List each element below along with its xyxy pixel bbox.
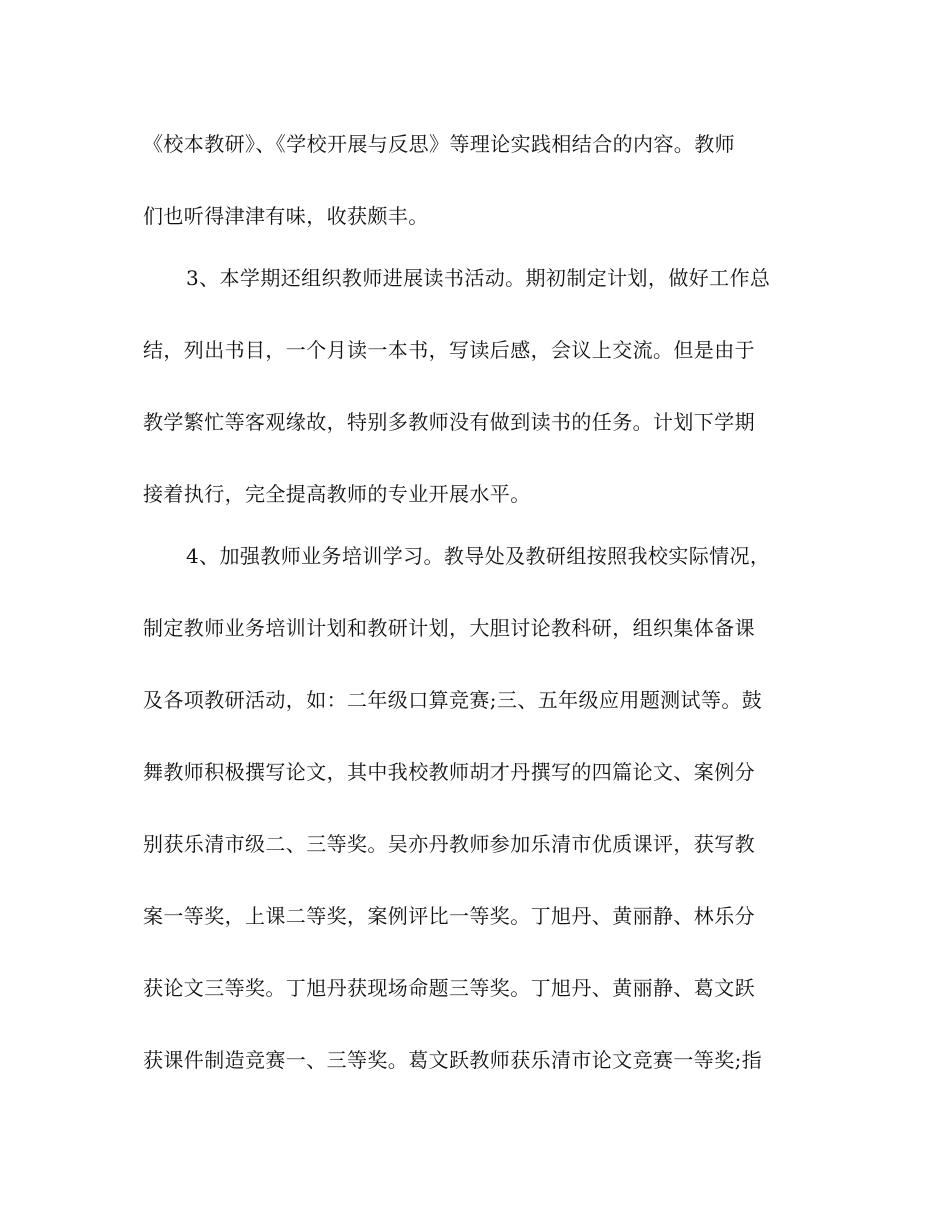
text-line: 舞教师积极撰写论文，其中我校教师胡才丹撰写的四篇论文、案例分	[143, 760, 755, 784]
text-line: 获论文三等奖。丁旭丹获现场命题三等奖。丁旭丹、黄丽静、葛文跃	[143, 976, 755, 1000]
text-line: 别获乐清市级二、三等奖。吴亦丹教师参加乐清市优质课评，获写教	[143, 832, 755, 856]
text-line: 案一等奖，上课二等奖，案例评比一等奖。丁旭丹、黄丽静、林乐分	[143, 904, 755, 928]
text-line: 接着执行，完全提高教师的专业开展水平。	[143, 482, 531, 506]
text-line: 制定教师业务培训计划和教研计划，大胆讨论教科研，组织集体备课	[143, 616, 755, 640]
text-line: 《校本教研》、《学校开展与反思》等理论实践相结合的内容。教师	[143, 132, 735, 156]
text-line: 获课件制造竞赛一、三等奖。葛文跃教师获乐清市论文竞赛一等奖;指	[143, 1048, 763, 1072]
paragraph-3-start: 3、本学期还组织教师进展读书活动。期初制定计划，做好工作总	[186, 266, 771, 290]
text-line: 教学繁忙等客观缘故，特别多教师没有做到读书的任务。计划下学期	[143, 410, 755, 434]
text-line: 及各项教研活动，如：二年级口算竞赛;三、五年级应用题测试等。鼓	[143, 688, 763, 712]
text-line: 结，列出书目，一个月读一本书，写读后感，会议上交流。但是由于	[143, 338, 755, 362]
text-line: 们也听得津津有味，收获颇丰。	[143, 204, 429, 228]
paragraph-4-start: 4、加强教师业务培训学习。教导处及教研组按照我校实际情况，	[186, 544, 771, 568]
